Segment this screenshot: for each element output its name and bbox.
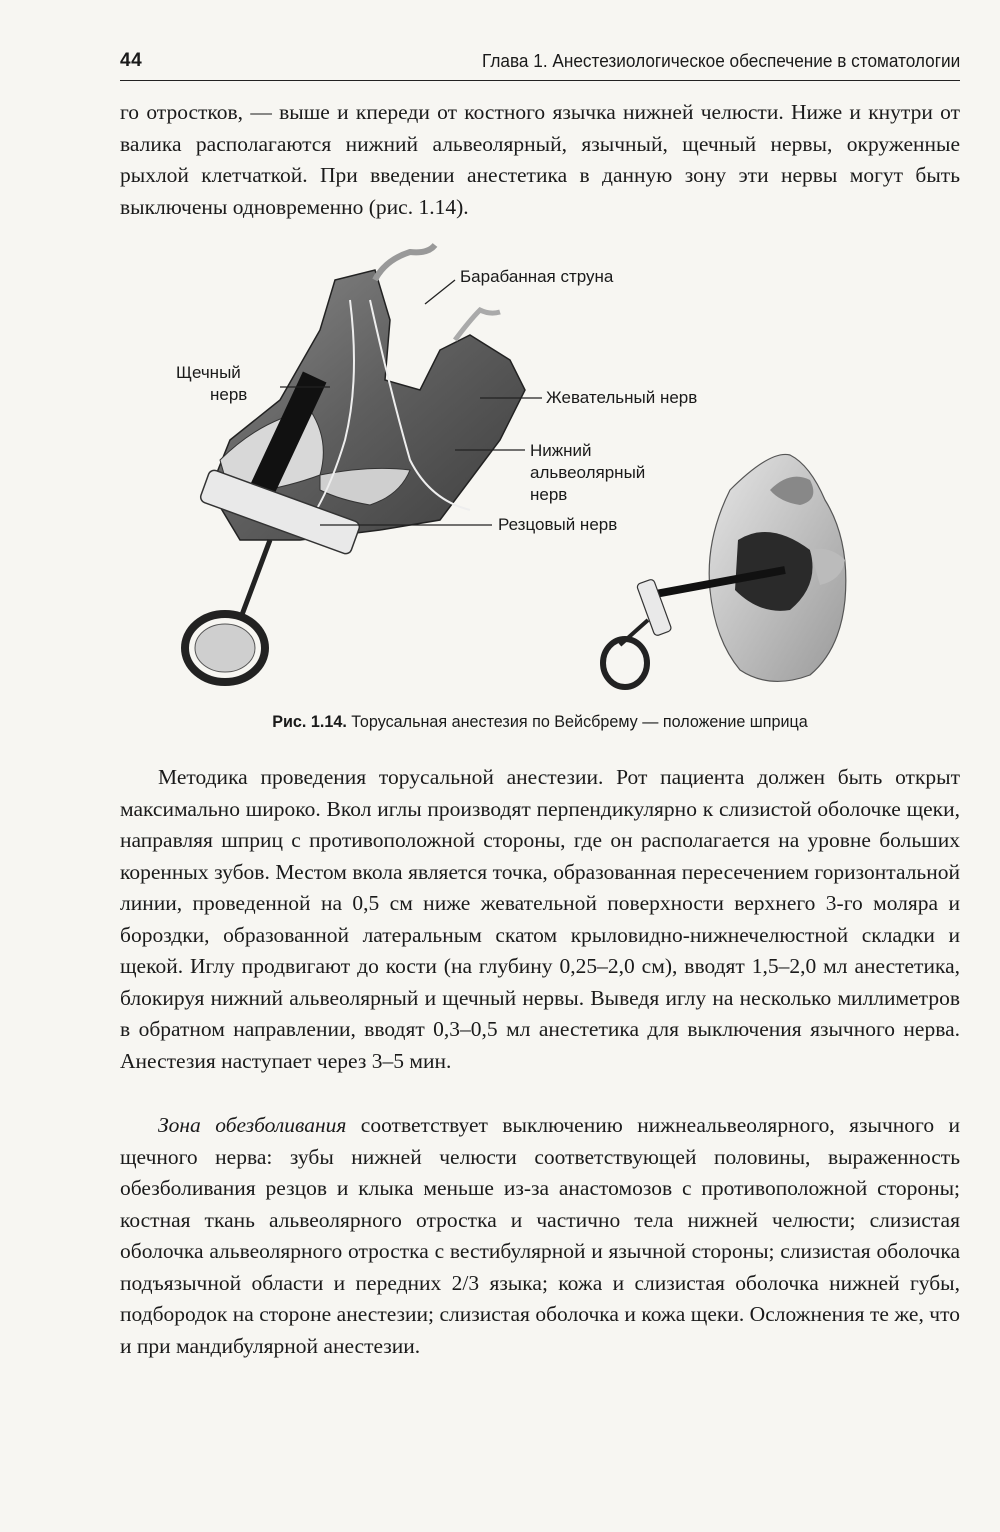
paragraph-intro: го отростков, — выше и кпереди от костного язычка нижней челюсти. Ниже и кнутри от валика располагаются нижний альвеолярный, язычный, щечный нервы, окруженные рыхлой клетчаткой. При введении анестетика в данную зону эти нервы могут быть выключены одновременно (рис. 1.14).: [120, 100, 960, 219]
label-inferior-alveolar-line3: нерв: [530, 485, 568, 504]
caption-number: Рис. 1.14.: [272, 712, 347, 731]
page-number: 44: [120, 50, 143, 71]
label-buccal-nerve-line2: нерв: [210, 385, 248, 404]
zone-description: соответствует выключению нижнеальвеолярного, язычного и щечного нерва: зубы нижней челюсти соответствующей половины, выраженность обезболивания резцов и клыка меньше из-за анастомозов с противоположной стороны; костная ткань альвеолярного отростка и частично тела нижней челюсти; слизистая оболочка альвеолярного отростка с вестибулярной и язычной стороны; слизистая оболочка подъязычной области и передних 2/3 языка; кожа и слизистая оболочка нижней губы, подбородок на стороне анестезии; слизистая оболочка и кожа щеки. Осложнения те же, что и при мандибулярной анестезии.: [120, 1113, 961, 1358]
jaw-illustration: [170, 240, 860, 700]
zone-term: Зона обезболивания: [158, 1113, 347, 1137]
figure-caption: [141, 712, 939, 732]
label-masseter-nerve: Жевательный нерв: [546, 388, 698, 407]
face-drawing: [603, 454, 846, 687]
caption-text: Торусальная анестезия по Вейсбрему — положение шприца: [346, 712, 808, 731]
page-header: [120, 46, 960, 81]
figure-1-14: [170, 240, 860, 700]
label-inferior-alveolar-line1: Нижний: [530, 441, 592, 460]
paragraph-method: Методика проведения торусальной анестезии. Рот пациента должен быть открыт максимально широко. Вкол иглы производят перпендикулярно к слизистой оболочке щеки, направляя шприц с противоположной стороны, где он располагается на уровне больших коренных зубов. Местом вкола является точка, образованная пересечением горизонтальной линии, проведенной на 0,5 см ниже жевательной поверхности верхнего 3-го моляра и бороздки, образованной латеральным скатом крыловидно-нижнечелюстной складки и щекой. Иглу продвигают до кости (на глубину 0,25–2,0 см), вводят 1,5–2,0 мл анестетика, блокируя нижний альвеолярный и щечный нервы. Выведя иглу на несколько миллиметров в обратном направлении, вводят 0,3–0,5 мл анестетика для выключения язычного нерва. Анестезия наступает через 3–5 мин.: [120, 765, 960, 1073]
running-title: Глава 1. Анестезиологическое обеспечение в стоматологии: [481, 50, 960, 71]
label-buccal-nerve-line1: Щечный: [176, 363, 241, 382]
label-incisive-nerve: Резцовый нерв: [498, 515, 618, 534]
label-chorda-tympani: Барабанная струна: [460, 267, 614, 286]
label-inferior-alveolar-line2: альвеолярный: [530, 463, 646, 482]
paragraph-zone: [120, 1110, 960, 1362]
mandible-drawing: [185, 245, 525, 682]
